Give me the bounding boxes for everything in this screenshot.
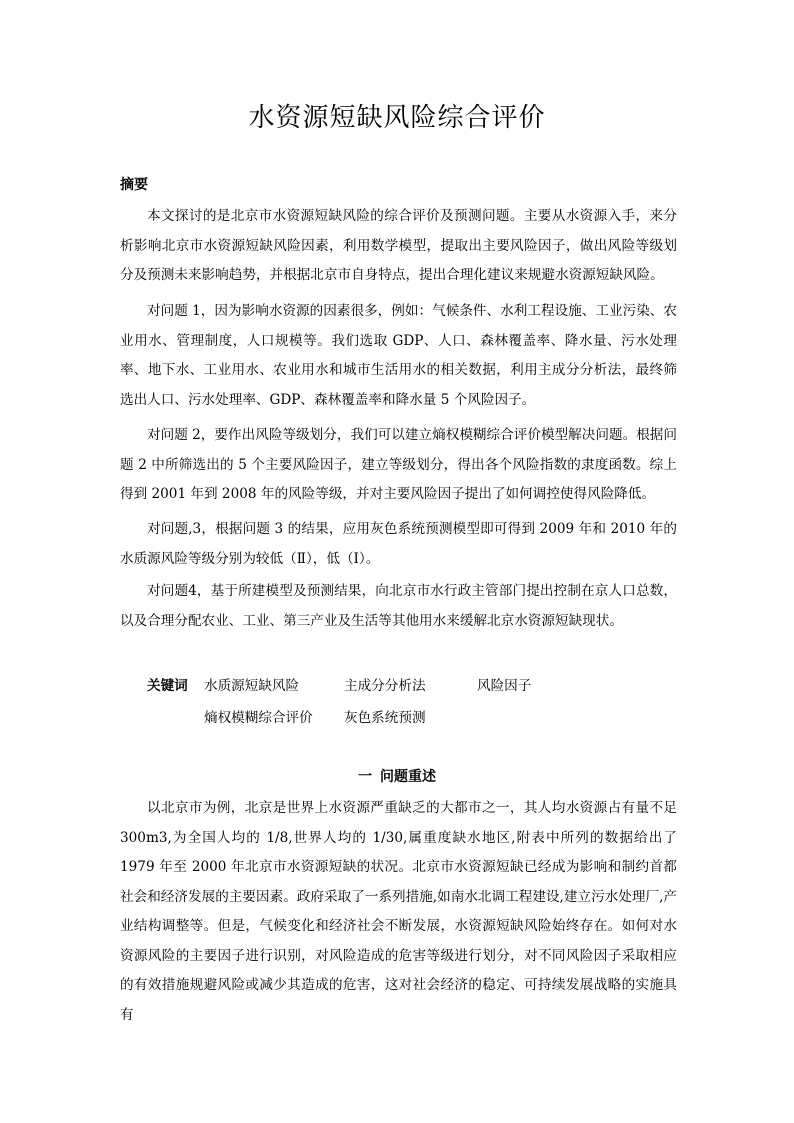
keywords-label: 关键词 [147,678,188,694]
section-number: 一 [358,769,372,785]
abstract-paragraph-problem-4: 对问题4，基于所建模型及预测结果，向北京市水行政主管部门提出控制在京人口总数，以及合理分配农业、工业、第三产业及生活等其他用水来缓解北京水资源短缺现状。 [120,583,677,629]
paper-title: 水资源短缺风险综合评价 [248,103,546,133]
abstract-paragraph-intro: 本文探讨的是北京市水资源短缺风险的综合评价及预测问题。主要从水资源入手，来分析影响北京市水资源短缺风险因素，利用数学模型，提取出主要风险因子，做出风险等级划分及预测未来影响趋势，并根据北京市自身特点，提出合理化建议来规避水资源短缺风险。 [120,208,677,283]
abstract-heading: 摘要 [120,177,148,193]
keyword: 风险因子 [477,678,532,694]
keyword: 熵权模糊综合评价 [204,710,313,726]
section-heading [0,765,794,789]
abstract-paragraph-problem-3: 对问题,3，根据问题 3 的结果，应用灰色系统预测模型即可得到 2009 年和 2010 年的水质源风险等级分别为较低（Ⅱ），低（Ⅰ）。 [120,521,677,567]
keyword: 灰色系统预测 [344,710,426,726]
keyword: 主成分分析法 [344,678,426,694]
abstract-paragraph-problem-2: 对问题 2，要作出风险等级划分，我们可以建立熵权模糊综合评价模型解决问题。根据问题 2 中所筛选出的 5 个主要风险因子，建立等级划分，得出各个风险指数的隶度函数。综上得到 2001 年到 2008 年的风险等级，并对主要风险因子提出了如何调控使得风险降低。 [120,427,677,502]
section-paragraph: 以北京市为例，北京是世界上水资源严重缺乏的大都市之一，其人均水资源占有量不足 300m3,为全国人均的 1/8,世界人均的 1/30,属重度缺水地区,附表中所列的数据给出了 1979 年至 2000 年北京市水资源短缺的状况。北京市水资源短缺已经成为影响和制约首都社会和经济发展的主要因素。政府采取了一系列措施,如南水北调工程建设,建立污水处理厂,产业结构调整等。但是，气候变化和经济社会不断发展，水资源短缺风险始终存在。如何对水资源风险的主要因子进行识别，对风险造成的危害等级进行划分，对不同风险因子采取相应的有效措施规避风险或减少其造成的危害，这对社会经济的稳定、可持续发展战略的实施具有 [120,800,677,1023]
abstract-paragraph-problem-1: 对问题 1，因为影响水资源的因素很多，例如：气候条件、水利工程设施、工业污染、农业用水、管理制度，人口规模等。我们选取 GDP、人口、森林覆盖率、降水量、污水处理率、地下水、工业用水、农业用水和城市生活用水的相关数据，利用主成分分析法，最终筛选出人口、污水处理率、GDP、森林覆盖率和降水量 5 个风险因子。 [120,303,677,408]
keyword: 水质源短缺风险 [204,678,300,694]
section-title: 问题重述 [380,769,436,785]
